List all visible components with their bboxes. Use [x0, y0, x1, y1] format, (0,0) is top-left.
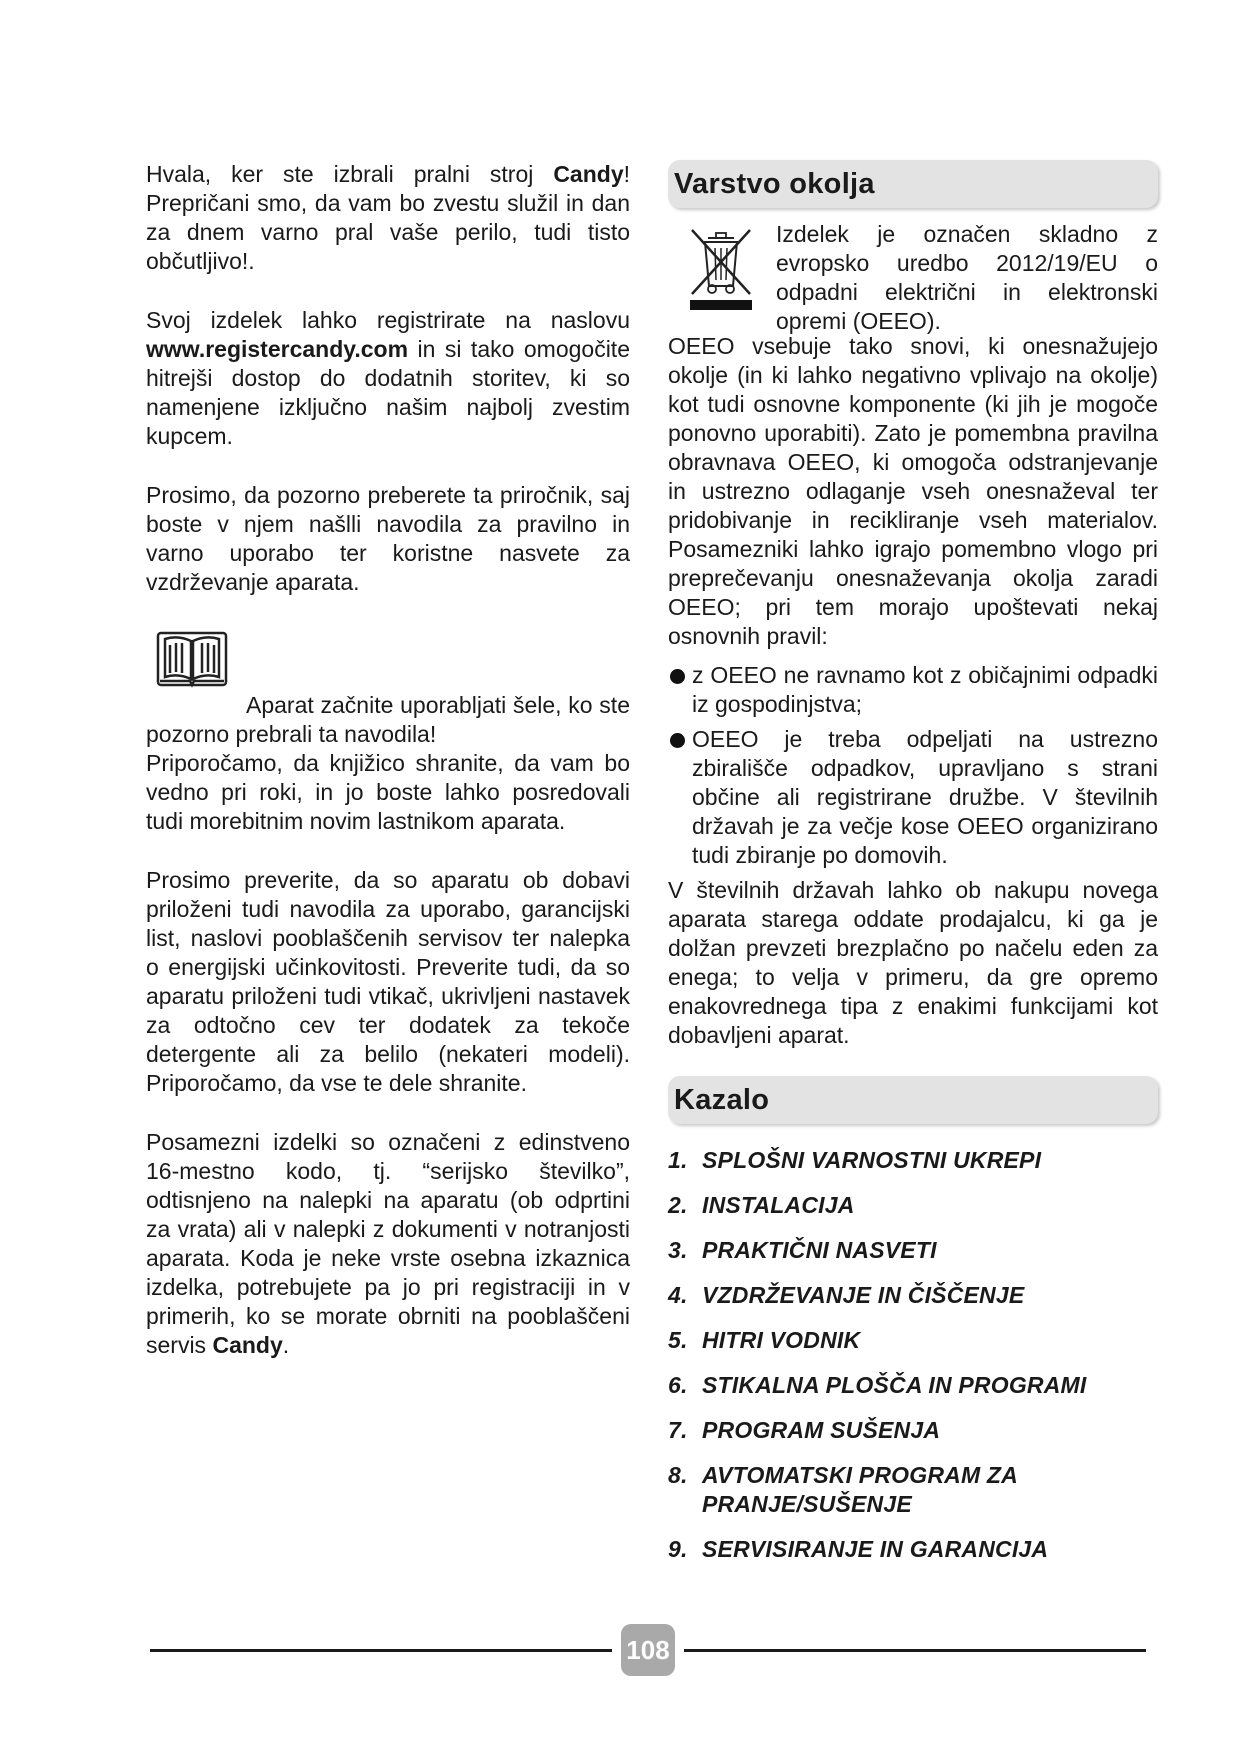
- registration-paragraph: [146, 306, 630, 451]
- toc-item[interactable]: [668, 1281, 1158, 1310]
- toc-number: 8.: [668, 1462, 688, 1488]
- list-item-text: OEEO je treba odpeljati na ustrezno zbirališče odpadkov, upravljano s strani občine ali registrirane družbe. V številnih državah je za večje kose OEEO organizirano tudi zbiranje po domovih.: [692, 726, 1158, 868]
- toc-item[interactable]: [668, 1535, 1158, 1564]
- right-column: [668, 160, 1158, 1580]
- footer-divider-left: [150, 1649, 612, 1652]
- environment-paragraph-2: V številnih državah lahko ob nakupu novega aparata starega oddate prodajalcu, ki ga je dolžan prevzeti brezplačno po načelu eden za enega; to velja v primeru, da gre opremo enakovrednega tipa z enakimi funkcijami kot dobavljeni aparat.: [668, 877, 1158, 1048]
- environment-paragraph-1: OEEO vsebuje tako snovi, ki onesnažujejo okolje (in ki lahko negativno vplivajo na okolje) kot tudi osnovne komponente (ki jih je mogoče ponovno uporabiti). Zato je pomembna pravilna obravnava OEEO, ki omogoča odstranjevanje in ustrezno odlaganje vseh onesnaževal ter pridobivanje in recikliranje vseh materialov. Posamezniki lahko igrajo pomembno vlogo pri preprečevanju onesnaževanja okolja zaradi OEEO; pri tem morajo upoštevati nekaj osnovnih pravil:: [668, 333, 1158, 649]
- read-manual-paragraph: Prosimo, da pozorno preberete ta priročnik, saj boste v njem našlli navodila za pravilno in varno uporabo ter koristne nasvete za vzdrževanje aparata.: [146, 482, 630, 595]
- toc-number: 7.: [668, 1417, 688, 1443]
- toc-item[interactable]: [668, 1146, 1158, 1175]
- serial-text: Posamezni izdelki so označeni z edinstveno 16-mestno kodo, tj. “serijsko številko”, odtisnjeno na nalepki na aparatu (ob odprtini za vrata) ali v nalepki z dokumenti v notranjosti aparata. Koda je neke vrste osebna izkaznica izdelka, potrebujete pa jo pri registraciji in v primerih, ko se morate obrniti na pooblaščeni servis: [146, 1129, 630, 1358]
- toc-item[interactable]: [668, 1416, 1158, 1445]
- toc-label: AVTOMATSKI PROGRAM ZA PRANJE/SUŠENJE: [702, 1462, 1018, 1517]
- intro-text: Hvala, ker ste izbrali pralni stroj: [146, 161, 554, 187]
- manual-notice: [146, 631, 630, 836]
- bullet-icon: [670, 733, 685, 748]
- registration-text: in si tako omogočite hitrejši dostop do dodatnih storitev, ki so namenjene izključno našim najbolj zvestim kupcem.: [146, 336, 630, 449]
- environment-header: Varstvo okolja: [668, 160, 1158, 208]
- environment-rules-list: [668, 661, 1158, 870]
- table-of-contents: [668, 1146, 1158, 1564]
- toc-label: SERVISIRANJE IN GARANCIJA: [702, 1536, 1049, 1562]
- manual-warning: Aparat začnite uporabljati šele, ko ste pozorno prebrali ta navodila!: [146, 692, 630, 747]
- serial-number-paragraph: [146, 1128, 630, 1360]
- toc-number: 5.: [668, 1327, 688, 1353]
- intro-paragraph-1: [146, 160, 630, 276]
- brand-name: Candy: [553, 161, 624, 187]
- toc-label: PROGRAM SUŠENJA: [702, 1417, 941, 1443]
- check-contents-paragraph: Prosimo preverite, da so aparatu ob dobavi priloženi tudi navodila za uporabo, garancijski list, naslovi pooblaščenih servisov ter nalepka o energijski učinkovitosti. Preverite tudi, da so aparatu priloženi tudi vtikač, ukrivljeni nastavek za odtočno cev ter dodatek za tekoče detergente ali za belilo (nekateri modeli). Priporočamo, da vse te dele shranite.: [146, 867, 630, 1096]
- toc-label: PRAKTIČNI NASVETI: [702, 1237, 937, 1263]
- weee-notice: [668, 220, 1158, 332]
- toc-number: 6.: [668, 1372, 688, 1398]
- list-item-text: z OEEO ne ravnamo kot z običajnimi odpadki iz gospodinjstva;: [692, 662, 1158, 717]
- toc-label: SPLOŠNI VARNOSTNI UKREPI: [702, 1147, 1042, 1173]
- weee-regulation-text: Izdelek je označen skladno z evropsko uredbo 2012/19/EU o odpadni električni in elektronski opremi (OEEO).: [776, 221, 1158, 334]
- page-number: 108: [621, 1624, 675, 1676]
- serial-text: .: [282, 1332, 290, 1358]
- manual-keep-text: Priporočamo, da knjižico shranite, da vam bo vedno pri roki, in jo boste lahko posredovali tudi morebitnim novim lastnikom aparata.: [146, 750, 630, 834]
- list-item: [668, 661, 1158, 719]
- brand-name: Candy: [212, 1332, 283, 1358]
- registration-text: Svoj izdelek lahko registrirate na naslovu: [146, 307, 630, 333]
- crossed-bin-icon: [686, 224, 756, 312]
- registration-url: www.registercandy.com: [146, 336, 409, 362]
- intro-text: ! Prepričani smo, da vam bo zvestu služil in dan za dnem varno pral vaše perilo, tudi tisto občutljivo!.: [146, 161, 630, 274]
- toc-number: 4.: [668, 1282, 688, 1308]
- toc-item[interactable]: [668, 1461, 1158, 1519]
- book-icon: [156, 631, 228, 689]
- toc-label: STIKALNA PLOŠČA IN PROGRAMI: [702, 1372, 1087, 1398]
- toc-label: HITRI VODNIK: [702, 1327, 861, 1353]
- left-column: [146, 160, 630, 1360]
- toc-number: 2.: [668, 1192, 688, 1218]
- index-header: Kazalo: [668, 1076, 1158, 1124]
- toc-label: VZDRŽEVANJE IN ČIŠČENJE: [702, 1282, 1025, 1308]
- toc-item[interactable]: [668, 1191, 1158, 1220]
- toc-label: INSTALACIJA: [702, 1192, 855, 1218]
- footer-divider-right: [684, 1649, 1146, 1652]
- toc-number: 3.: [668, 1237, 688, 1263]
- list-item: [668, 725, 1158, 870]
- toc-item[interactable]: [668, 1326, 1158, 1355]
- toc-number: 1.: [668, 1147, 688, 1173]
- toc-number: 9.: [668, 1536, 688, 1562]
- bullet-icon: [670, 669, 685, 684]
- toc-item[interactable]: [668, 1236, 1158, 1265]
- toc-item[interactable]: [668, 1371, 1158, 1400]
